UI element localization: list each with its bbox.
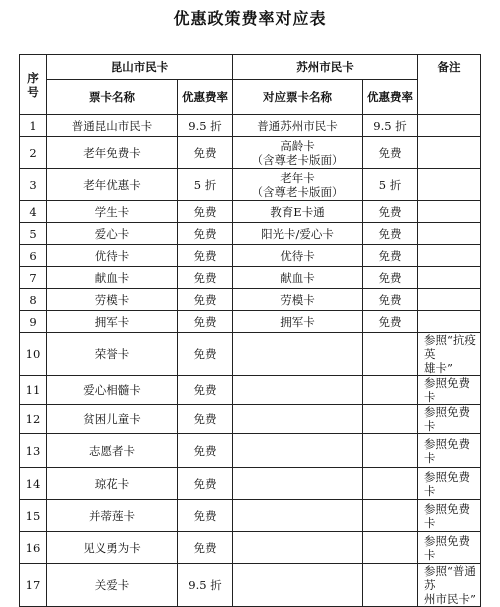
kunshan-rate: 免费 — [178, 223, 233, 245]
row-note — [418, 245, 481, 267]
suzhou-rate: 免费 — [363, 137, 418, 169]
suzhou-rate: 9.5 折 — [363, 115, 418, 137]
kunshan-card-name: 老年免费卡 — [47, 137, 178, 169]
kunshan-card-name: 爱心相髓卡 — [47, 376, 178, 405]
suzhou-rate: 免费 — [363, 289, 418, 311]
row-number: 16 — [20, 532, 47, 564]
row-note — [418, 289, 481, 311]
row-number: 12 — [20, 405, 47, 434]
row-note: 参照免费卡 — [418, 405, 481, 434]
suzhou-rate: 免费 — [363, 311, 418, 333]
row-note — [418, 201, 481, 223]
row-number: 9 — [20, 311, 47, 333]
suzhou-card-name: 高龄卡 （含尊老卡版面） — [233, 137, 363, 169]
header-kunshan: 昆山市民卡 — [47, 55, 233, 80]
suzhou-rate — [363, 564, 418, 607]
suzhou-card-name — [233, 564, 363, 607]
suzhou-rate — [363, 468, 418, 500]
page-title: 优惠政策费率对应表 — [173, 9, 327, 28]
kunshan-card-name: 学生卡 — [47, 201, 178, 223]
suzhou-rate — [363, 376, 418, 405]
suzhou-rate — [363, 333, 418, 376]
suzhou-rate: 免费 — [363, 223, 418, 245]
row-number: 2 — [20, 137, 47, 169]
row-number: 7 — [20, 267, 47, 289]
rate-table — [19, 54, 481, 607]
kunshan-rate: 免费 — [178, 311, 233, 333]
table-row — [20, 434, 481, 468]
suzhou-rate — [363, 532, 418, 564]
suzhou-card-name — [233, 434, 363, 468]
kunshan-card-name: 爱心卡 — [47, 223, 178, 245]
kunshan-rate: 免费 — [178, 201, 233, 223]
kunshan-rate: 免费 — [178, 137, 233, 169]
header-suzhou: 苏州市民卡 — [233, 55, 418, 80]
kunshan-rate: 免费 — [178, 500, 233, 532]
kunshan-card-name: 琼花卡 — [47, 468, 178, 500]
kunshan-card-name: 见义勇为卡 — [47, 532, 178, 564]
suzhou-rate: 免费 — [363, 245, 418, 267]
table-row — [20, 405, 481, 434]
table-row — [20, 500, 481, 532]
row-number: 17 — [20, 564, 47, 607]
kunshan-rate: 免费 — [178, 376, 233, 405]
suzhou-card-name: 普通苏州市民卡 — [233, 115, 363, 137]
kunshan-rate: 免费 — [178, 532, 233, 564]
table-row — [20, 115, 481, 137]
kunshan-rate: 9.5 折 — [178, 115, 233, 137]
suzhou-card-name — [233, 376, 363, 405]
table-row — [20, 245, 481, 267]
kunshan-card-name: 献血卡 — [47, 267, 178, 289]
table-row — [20, 333, 481, 376]
row-number: 8 — [20, 289, 47, 311]
kunshan-card-name: 普通昆山市民卡 — [47, 115, 178, 137]
kunshan-card-name: 优待卡 — [47, 245, 178, 267]
row-number: 14 — [20, 468, 47, 500]
suzhou-card-name: 献血卡 — [233, 267, 363, 289]
table-row — [20, 137, 481, 169]
suzhou-rate — [363, 434, 418, 468]
row-number: 6 — [20, 245, 47, 267]
kunshan-card-name: 并蒂莲卡 — [47, 500, 178, 532]
kunshan-rate: 免费 — [178, 405, 233, 434]
table-row — [20, 564, 481, 607]
suzhou-card-name: 劳模卡 — [233, 289, 363, 311]
row-note — [418, 169, 481, 201]
table-row — [20, 267, 481, 289]
table-row — [20, 223, 481, 245]
kunshan-card-name: 关爱卡 — [47, 564, 178, 607]
suzhou-card-name: 阳光卡/爱心卡 — [233, 223, 363, 245]
row-note — [418, 115, 481, 137]
suzhou-rate: 免费 — [363, 267, 418, 289]
row-note — [418, 311, 481, 333]
row-number: 1 — [20, 115, 47, 137]
kunshan-rate: 免费 — [178, 468, 233, 500]
header-sz-rate: 优惠费率 — [363, 80, 418, 115]
suzhou-rate: 5 折 — [363, 169, 418, 201]
row-note: 参照免费卡 — [418, 376, 481, 405]
row-note: 参照“抗疫英 雄卡” — [418, 333, 481, 376]
kunshan-rate: 免费 — [178, 434, 233, 468]
suzhou-card-name: 老年卡 （含尊老卡版面） — [233, 169, 363, 201]
row-number: 5 — [20, 223, 47, 245]
table-row — [20, 289, 481, 311]
row-note — [418, 137, 481, 169]
kunshan-rate: 免费 — [178, 333, 233, 376]
suzhou-card-name: 优待卡 — [233, 245, 363, 267]
kunshan-card-name: 荣誉卡 — [47, 333, 178, 376]
kunshan-rate: 5 折 — [178, 169, 233, 201]
table-body — [20, 115, 481, 607]
kunshan-card-name: 老年优惠卡 — [47, 169, 178, 201]
suzhou-rate — [363, 500, 418, 532]
row-number: 15 — [20, 500, 47, 532]
suzhou-card-name: 教育E卡通 — [233, 201, 363, 223]
kunshan-card-name: 拥军卡 — [47, 311, 178, 333]
table-row — [20, 169, 481, 201]
row-number: 3 — [20, 169, 47, 201]
kunshan-card-name: 志愿者卡 — [47, 434, 178, 468]
header-ks-card-name: 票卡名称 — [47, 80, 178, 115]
table-row — [20, 532, 481, 564]
row-note: 参照“普通苏 州市民卡” — [418, 564, 481, 607]
row-note — [418, 267, 481, 289]
header-sz-card-name: 对应票卡名称 — [233, 80, 363, 115]
row-note: 参照免费卡 — [418, 468, 481, 500]
kunshan-rate: 9.5 折 — [178, 564, 233, 607]
suzhou-rate — [363, 405, 418, 434]
suzhou-card-name — [233, 468, 363, 500]
kunshan-rate: 免费 — [178, 267, 233, 289]
table-row — [20, 376, 481, 405]
row-number: 13 — [20, 434, 47, 468]
table-row — [20, 311, 481, 333]
kunshan-card-name: 劳模卡 — [47, 289, 178, 311]
row-note: 参照免费卡 — [418, 500, 481, 532]
table-row — [20, 468, 481, 500]
suzhou-card-name — [233, 532, 363, 564]
row-note: 参照免费卡 — [418, 434, 481, 468]
kunshan-rate: 免费 — [178, 245, 233, 267]
row-number: 10 — [20, 333, 47, 376]
header-seq: 序号 — [20, 55, 47, 115]
suzhou-card-name: 拥军卡 — [233, 311, 363, 333]
suzhou-card-name — [233, 500, 363, 532]
suzhou-card-name — [233, 333, 363, 376]
table-row — [20, 201, 481, 223]
header-ks-rate: 优惠费率 — [178, 80, 233, 115]
kunshan-card-name: 贫困儿童卡 — [47, 405, 178, 434]
suzhou-card-name — [233, 405, 363, 434]
row-note: 参照免费卡 — [418, 532, 481, 564]
header-notes: 备注 — [418, 55, 481, 115]
kunshan-rate: 免费 — [178, 289, 233, 311]
row-number: 4 — [20, 201, 47, 223]
row-number: 11 — [20, 376, 47, 405]
row-note — [418, 223, 481, 245]
suzhou-rate: 免费 — [363, 201, 418, 223]
